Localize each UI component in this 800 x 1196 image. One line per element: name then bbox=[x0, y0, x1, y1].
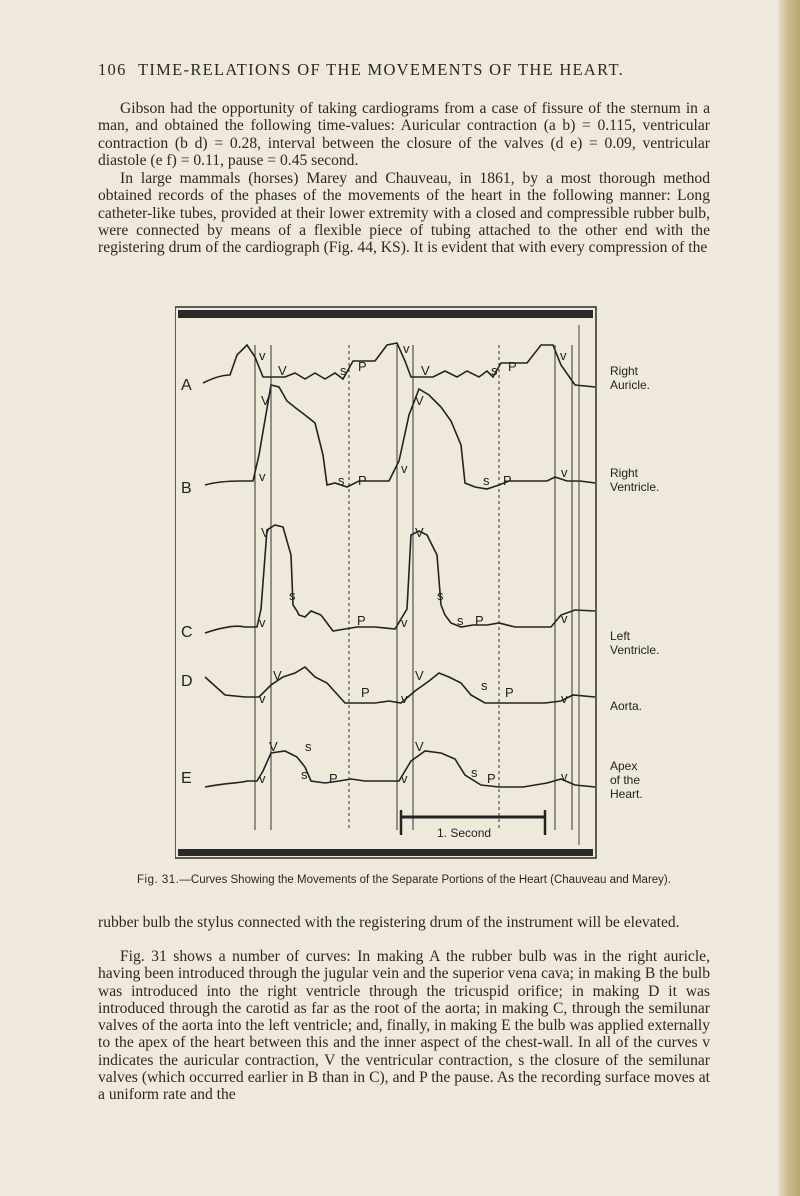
paragraph-gibson: Gibson had the opportunity of taking cardiograms from a case of fissure of the sternum in a man, and obtained the following time-values: Auricular contraction (a b) = 0.115, ventricular contraction (b d) = 0.28, interval between the closure of the valves (d e) = 0.09, ventricular diastole (e f) = 0.11, pause = 0.45 second. bbox=[98, 100, 710, 169]
mark-b-p2: P bbox=[503, 473, 512, 488]
curves bbox=[203, 343, 595, 787]
curve-letter-b: B bbox=[181, 480, 192, 497]
label-aorta: Aorta. bbox=[610, 699, 643, 713]
mark-e-p1: P bbox=[329, 771, 338, 786]
caption-text: —Curves Showing the Movements of the Separate Portions of the Heart (Chauveau and Marey). bbox=[179, 874, 671, 886]
caption-fig-label: Fig. 31. bbox=[137, 874, 180, 886]
figure-caption bbox=[98, 874, 710, 886]
mark-d-v1: v bbox=[259, 691, 266, 706]
mark-c-vent1: V bbox=[261, 525, 270, 540]
time-scale-bar bbox=[401, 810, 545, 840]
mark-a-p1: P bbox=[358, 359, 367, 374]
paragraph-rubber-bulb: rubber bulb the stylus connected with the registering drum of the instrument will be elevated. bbox=[98, 914, 680, 931]
mark-c-p2: P bbox=[475, 613, 484, 628]
cardiogram-svg bbox=[175, 305, 605, 865]
curve-letter-a: A bbox=[181, 377, 192, 394]
running-head bbox=[98, 60, 710, 90]
label-right-auricle-2: Auricle. bbox=[610, 378, 651, 392]
mark-b-s2: s bbox=[483, 473, 490, 488]
label-apex-1: Apex bbox=[610, 759, 638, 773]
curve-letter-d: D bbox=[181, 673, 193, 690]
label-right-ventricle-1: Right bbox=[610, 466, 639, 480]
mark-a-p2: P bbox=[508, 359, 517, 374]
curve-letter-e: E bbox=[181, 770, 192, 787]
label-left-ventricle-1: Left bbox=[610, 629, 631, 643]
mark-d-p1: P bbox=[361, 685, 370, 700]
mark-e-v1: v bbox=[259, 771, 266, 786]
page-number: 106 bbox=[98, 60, 127, 79]
mark-e-p2: P bbox=[487, 771, 496, 786]
mark-d-v3: v bbox=[561, 691, 568, 706]
mark-b-p1: P bbox=[358, 473, 367, 488]
mark-c-v1: v bbox=[259, 615, 266, 630]
figure-31 bbox=[175, 305, 605, 870]
mark-e-vent2: V bbox=[415, 739, 424, 754]
top-border bbox=[178, 310, 593, 318]
mark-c-v2: v bbox=[401, 615, 408, 630]
mark-e-v3: v bbox=[561, 769, 568, 784]
mark-c-s2b: s bbox=[457, 613, 464, 628]
mark-b-v3: v bbox=[561, 465, 568, 480]
mark-b-v2: v bbox=[401, 461, 408, 476]
mark-b-s1: s bbox=[338, 473, 345, 488]
mark-c-p1: P bbox=[357, 613, 366, 628]
curve-letter-c: C bbox=[181, 624, 193, 641]
bottom-border bbox=[178, 849, 593, 856]
mark-b-v1: v bbox=[259, 469, 266, 484]
mark-a-vent1b: V bbox=[278, 363, 287, 378]
paragraph-fig31: Fig. 31 shows a number of curves: In making A the rubber bulb was in the right auricle, having been introduced through the jugular vein and the superior vena cava; in making B the bulb was introduced into the right ventricle through the tricuspid orifice; in making D it was introduced through the carotid as far as the root of the aorta; in making C, through the semilunar valves of the aorta into the left ventricle; and, finally, in making E the bulb was applied externally to the apex of the heart between this and the inner aspect of the chest-wall. In all of the curves v indicates the auricular contraction, V the ventricular contraction, s the closure of the semilunar valves (which occurred earlier in B than in C), and P the pause. As the recording surface moves at a uniform rate and the bbox=[98, 948, 710, 1104]
mark-d-v2: v bbox=[401, 691, 408, 706]
label-right-auricle-1: Right bbox=[610, 364, 639, 378]
figure-frame bbox=[175, 307, 596, 858]
mark-a-v1: v bbox=[259, 348, 266, 363]
page-edge bbox=[778, 0, 800, 1196]
mark-a-v3: v bbox=[560, 348, 567, 363]
mark-a-v2: v bbox=[403, 341, 410, 356]
mark-a-vent2b: V bbox=[415, 393, 424, 408]
mark-a-vent2: V bbox=[421, 363, 430, 378]
mark-d-vent1: V bbox=[273, 668, 282, 683]
mark-e-v2: v bbox=[401, 771, 408, 786]
mark-a-vent1: V bbox=[261, 393, 270, 408]
label-left-ventricle-2: Ventricle. bbox=[610, 643, 660, 657]
paragraph-marey: In large mammals (horses) Marey and Chauveau, in 1861, by a most thorough method obtained records of the phases of the movements of the heart in the following manner: Long catheter-like tubes, provided at their lower extremity with a closed and compressible rubber bulb, were connected by means of a flexible piece of tubing attached to the other end with the registering drum of the cardiograph (Fig. 44, KS). It is evident that with every compression of the bbox=[98, 170, 710, 257]
mark-c-s2: s bbox=[437, 588, 444, 603]
mark-c-v3: v bbox=[561, 611, 568, 626]
label-apex-3: Heart. bbox=[610, 787, 643, 801]
mark-d-s2: s bbox=[481, 678, 488, 693]
mark-d-vent2: V bbox=[415, 668, 424, 683]
scale-label: 1. Second bbox=[437, 826, 492, 840]
running-title: TIME-RELATIONS OF THE MOVEMENTS OF THE HEART. bbox=[138, 60, 625, 79]
mark-c-s1: s bbox=[289, 588, 296, 603]
side-labels-svg bbox=[600, 305, 700, 865]
mark-c-vent2: V bbox=[415, 525, 424, 540]
mark-d-p2: P bbox=[505, 685, 514, 700]
mark-e-vent1: V bbox=[269, 739, 278, 754]
mark-a-s2: s bbox=[491, 363, 498, 378]
side-label-anchor bbox=[612, 0, 712, 1]
mark-a-s1: s bbox=[340, 363, 347, 378]
time-lines bbox=[255, 345, 572, 830]
mark-e-s1b: s bbox=[301, 767, 308, 782]
label-apex-2: of the bbox=[610, 773, 641, 787]
mark-e-s2: s bbox=[471, 765, 478, 780]
label-right-ventricle-2: Ventricle. bbox=[610, 480, 660, 494]
mark-e-s1: s bbox=[305, 739, 312, 754]
